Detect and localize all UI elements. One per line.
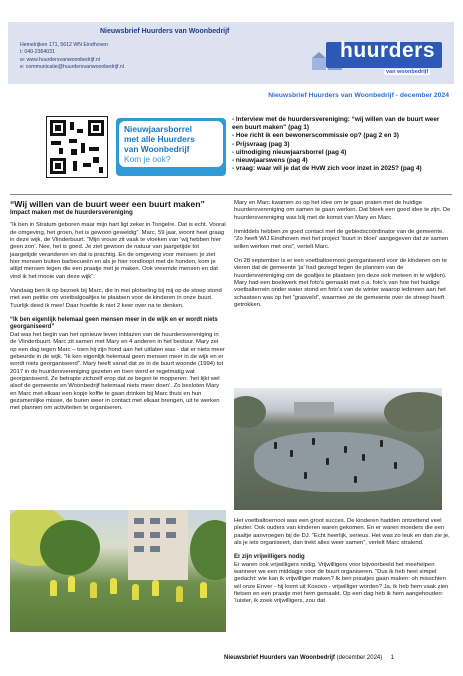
toc-item[interactable]: - vraag: waar wil je dat de HvW zich voor inzet in 2025? (pag 4)	[232, 165, 422, 173]
paragraph: Vandaag ben ik op bezoek bij Marc, die in mei plotseling bij mij op de stoep stond met een petitie om voetbalgoaltjes te plaatsen voor de kinderen in onze buurt. Tuurlijk deed ik mee! Daar hoefde ik niet 2 keer over na te denken.	[10, 288, 222, 309]
website-line[interactable]: w: www.huurdersvanwoonbedrijf.nl	[20, 56, 100, 63]
toc-item[interactable]: - Hoe richt ik een bewonerscommissie op? (pag 2 en 3)	[232, 132, 399, 140]
article-subtitle: Impact maken met de huurdersvereniging	[10, 209, 133, 216]
article-right-column	[234, 200, 452, 316]
address-line: Hemelrijken 171, 5612 WN Eindhoven	[20, 42, 108, 48]
newsletter-title: Nieuwsbrief Huurders van Woonbedrijf	[100, 28, 230, 35]
toc-item[interactable]: - uitnodiging nieuwjaarsborrel (pag 4)	[232, 148, 347, 156]
toc-item[interactable]: - Prijsvraag (pag 3)	[232, 140, 290, 148]
article-subheading: Er zijn vrijwilligers nodig	[234, 554, 305, 561]
frozen-field-photo	[234, 388, 442, 510]
paragraph: Het voetbaltoernooi was een groot succes. De kinderen hadden ontzettend veel plezier. Ook ouders van kinderen waren gekomen. En er waren moeders die een paaltje aanvroegen bij de DJ. “Echt heerlijk, serieus. Het was zo leuk en dan zie je, als je iets organiseert, dan trekt alles weer samen”, vertelt Marc stralend.	[234, 518, 450, 547]
article-left-column	[10, 200, 226, 420]
paragraph: Mary en Marc kwamen zo op het idee om te gaan praten met de huidige huurdersvereniging om samen te gaan werken. Dat bleek een goed idee te zijn. De huurdersvereniging was blij met de komst van Mary en Marc.	[234, 200, 451, 221]
paragraph: On 28 september is er een voetbaltoernooi georganiseerd voor de kinderen om te vieren dat de gemeente ‘ja’ had gezegd tegen de plannen van de huurdersvereniging om de goaltjes te plaatsen (en deze ook meteen in te wijden). Mary had een boekwerk met foto’s gemaakt met o.a. foto’s van hoe het huidige voetbalterrein onder water stond en foto’s van de winter waarop iedereen aan het schaatsen was op het “grasveld”, waarmee ze de gemeente over de streep heeft getrokken.	[234, 258, 447, 309]
footer-date: (december 2024)	[336, 655, 383, 661]
footer-name: Nieuwsbrief Huurders van Woonbedrijf	[224, 655, 335, 661]
page-number: 1	[390, 655, 394, 661]
banner-line-2: met alle Huurders	[124, 134, 195, 144]
banner-line-1: Nieuwjaarsborrel	[124, 124, 192, 134]
banner-line-3: van Woonbedrijf	[124, 144, 190, 154]
paragraph: Inmiddels hebben ze goed contact met de gebiedscoördinator van de gemeente. “Zo heeft WIJ Eindhoven met het project ‘buurt in bloei’ aangegeven dat ze samen willen werken met ons”, vertelt Marc.	[234, 229, 449, 250]
article-subheading: “Ik ben eigenlijk helemaal geen mensen meer in de wijk en er wordt niets georganiseerd”	[10, 317, 218, 331]
toc-item[interactable]: - nieuwjaarswens (pag 4)	[232, 157, 308, 165]
contact-address	[20, 42, 124, 71]
email-line[interactable]: e: communicatie@huurdersvanwoonbedrijf.nl	[20, 63, 124, 70]
masthead	[8, 22, 454, 84]
page-footer	[224, 655, 394, 661]
logo-wordmark: huurders	[340, 39, 436, 62]
neighbourhood-photo	[10, 510, 226, 632]
paragraph: Dat was het begin van het opnieuw leven inblazen van de huurdersvereniging in de Vlinderbuurt. Marc zit samen met Mary en 4 anderen in het bestuur. Mary zei op een dag tegen Marc – toen hij zijn hond aan het uitlaten was - dat er niets meer gebeurde in de wijk. “Ik ken eigenlijk helemaal geen mensen meer in de wijk en er wordt niets georganiseerd”. Mary heeft vanaf dat ze in de buurt woonde (1994) tot 2017 in de huurdersvereniging gezeten en toen werd er regelmatig wat georganiseerd. Ze betrapte zichzelf erop dat ze begon te mopperen: ‘het lijkt wel alsof de gemeente en Woonbedrijf helemaal niets meer doen’. Zo besloten Mary en Marc met elkaar een kopje koffie te gaan drinken bij Marc thuis en hun gezamenlijke missie, de buren weer in contact met elkaar brengen, uit te werken met plannen om activiteiten te organiseren.	[10, 331, 225, 412]
paragraph: Er waren ook vrijwilligers nodig. Vrijwilligers voor bijvoorbeeld het meehelpen wanneer we een middagje voor de buurt organiseren. “Dus ik heb heel simpel gedacht: wie kan ik vrijwilliger maken? Ik ben praatjes gaan maken: oh misschien wil onze Enver - hij komt uit Kosovo - vrijwilliger worden? Ja, ik heb hem vaak zien fietsen en een praatje met hem gemaakt. Op een dag heb ik hem aangehouden: ‘luister, ik zoek vrijwilligers, zou dat	[234, 561, 449, 605]
logo-subtitle: van woonbedrijf	[386, 69, 429, 75]
toc-item[interactable]: - Interview met de huurdersvereniging: “wij willen van de buurt weer een buurt maken” (pag 1)	[232, 116, 440, 132]
paragraph: “Ik ben in Stratum geboren maar mijn hart ligt zeker in Tongelre. Dat is echt. Vooral de omgeving, het groen, het is gewoon geweldig”. Marc, 59 jaar, woont heel graag in deze wijk, de Vlinderbuurt. “Mijn vrouw zit vaak te vloeken van ‘wij hebben hier geen zon’. Nee, het is goed. Je ziet gewoon de natuur van jaargetijde tot jaargetijde veranderen en dat is prachtig. En de omgeving voor mensen: je ziet hier mensen buiten barbecueën en als je hier rondloopt met de honden, kom je altijd mensen tegen die een praatje met je maken. Ook vreemde mensen en dat vind ik het mooie van deze wijk”.	[10, 222, 226, 280]
table-of-contents	[232, 116, 452, 173]
issue-subheading: Nieuwsbrief Huurders van Woonbedrijf - december 2024	[268, 92, 449, 99]
banner-bubble	[119, 121, 223, 167]
article-title: “Wij willen van de buurt weer een buurt maken”	[10, 199, 205, 209]
new-year-drinks-banner[interactable]	[116, 118, 226, 176]
phone-line: t: 040-2364031	[20, 49, 55, 56]
article-right-column-continued	[234, 518, 452, 613]
qr-code[interactable]	[46, 116, 108, 178]
banner-line-4: Kom je ook?	[124, 154, 171, 164]
section-divider	[10, 194, 452, 195]
huurders-logo	[310, 28, 442, 80]
